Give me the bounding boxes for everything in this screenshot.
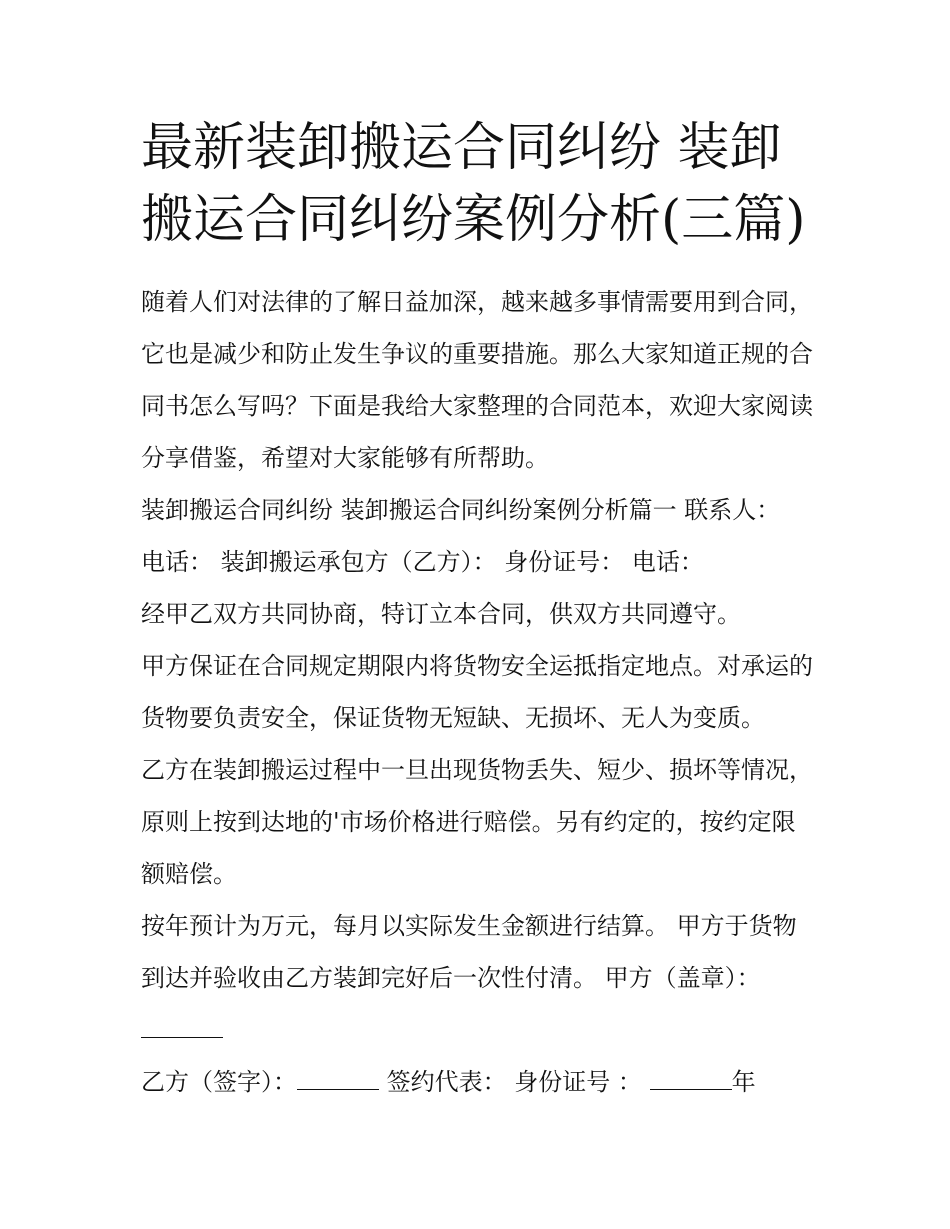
payment-clause-text: 按年预计为万元，每月以实际发生金额进行结算。 甲方于货物到达并验收由乙方装卸完好后一次性付清。 甲方（盖章）： <box>141 912 797 992</box>
party-b-sign-label: 乙方（签字）： <box>141 1068 297 1096</box>
rep-label: 签约代表： <box>386 1068 507 1096</box>
contact-line: 电话： 装卸搬运承包方（乙方）： 身份证号： 电话： <box>141 548 704 576</box>
clause-party-a: 甲方保证在合同规定期限内将货物安全运抵指定地点。对承运的货物要负责安全，保证货物无短缺、无损坏、无人为变质。 <box>141 652 813 732</box>
date-blank <box>650 1067 732 1090</box>
intro-paragraph: 随着人们对法律的了解日益加深，越来越多事情需要用到合同，它也是减少和防止发生争议的重要措施。那么大家知道正规的合同书怎么写吗？下面是我给大家整理的合同范本，欢迎大家阅读分享借鉴，希望对大家能够有所帮助。 <box>141 288 813 472</box>
party-b-sign-blank <box>297 1067 379 1090</box>
clause-party-b: 乙方在装卸搬运过程中一旦出现货物丢失、短少、损坏等情况，原则上按到达地的'市场价格进行赔偿。另有约定的，按约定限额赔偿。 <box>141 756 813 888</box>
party-a-seal-blank <box>141 1015 223 1038</box>
agreement-line: 经甲乙双方共同协商，特订立本合同，供双方共同遵守。 <box>141 600 741 628</box>
document-page <box>141 112 813 1108</box>
signature-line <box>141 1056 813 1108</box>
payment-clause <box>141 900 813 1056</box>
year-label: 年 <box>731 1068 756 1096</box>
section-heading: 装卸搬运合同纠纷 装卸搬运合同纠纷案例分析篇一 联系人： <box>141 496 781 524</box>
document-title: 最新装卸搬运合同纠纷 装卸搬运合同纠纷案例分析(三篇) <box>141 118 806 250</box>
id-label: 身份证号 ： <box>514 1068 642 1096</box>
